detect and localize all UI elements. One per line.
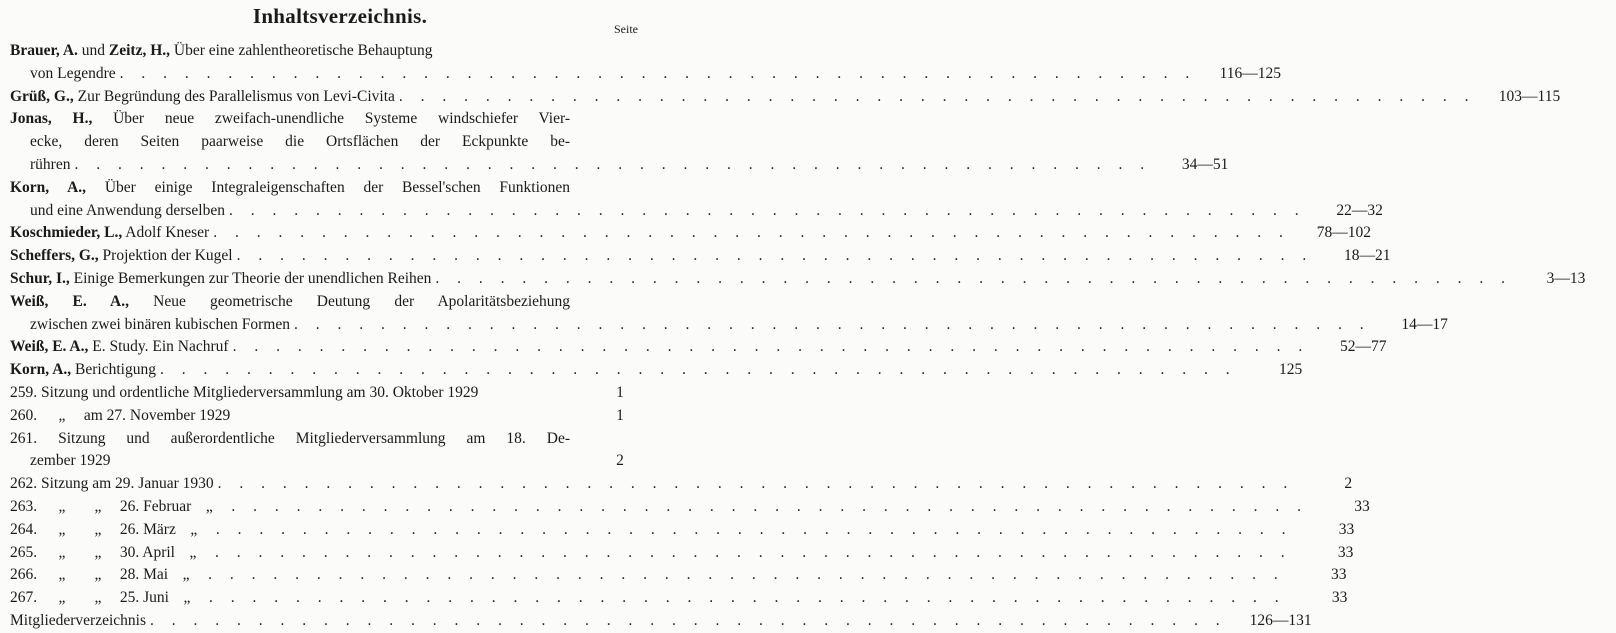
meeting-entry[interactable]	[10, 382, 670, 405]
ditto-mark: „	[94, 520, 102, 538]
ditto-mark: „	[58, 589, 66, 607]
entry-author: Weiß, E. A.,	[10, 338, 89, 356]
leader-dots: . . . . . . . . . . . . . . . . . . . . . . . . . . . . . . . . . . . . . . . . . . . . . . . . . .	[236, 247, 1314, 265]
entry-pages: 52—77	[1339, 338, 1387, 356]
entry-pages: 34—51	[1181, 155, 1229, 173]
entry-author: Koschmieder, L.,	[10, 224, 123, 242]
meeting-page: 33	[1337, 543, 1354, 561]
meeting-text: Sitzung am 29. Januar 1930	[41, 475, 214, 493]
ditto-mark: „	[189, 543, 197, 561]
meeting-number: 260.	[10, 406, 38, 424]
meeting-entry[interactable]	[10, 542, 1354, 565]
members-entry[interactable]	[10, 610, 1312, 633]
meeting-date: 30. April	[119, 543, 175, 561]
meeting-entry[interactable]	[10, 428, 670, 474]
meeting-page: 2	[616, 452, 624, 470]
toc-entry[interactable]	[10, 359, 1303, 382]
meeting-page: 33	[1331, 589, 1348, 607]
entry-author: Jonas, H.,	[10, 110, 93, 128]
entry-pages: 3—13	[1546, 269, 1586, 287]
leader-dots: . . . . . . . . . . . . . . . . . . . . . . . . . . . . . . . . . . . . . . . . . . . . . . . . . .	[229, 201, 1306, 219]
entry-pages: 22—32	[1336, 201, 1383, 219]
meeting-text: Sitzung und außerordentliche Mitgliederversammlung am 18. De-	[58, 429, 570, 447]
entry-author: Scheffers, G.,	[10, 247, 99, 265]
meeting-entry[interactable]	[10, 587, 1348, 610]
entry-pages: 78—102	[1316, 224, 1371, 242]
entry-title: Neue geometrische Deutung der Apolaritätsbeziehung	[153, 292, 571, 310]
entry-title-cont: von Legendre	[30, 64, 116, 82]
toc-entry[interactable]	[10, 222, 1371, 245]
entry-pages: 14—17	[1401, 315, 1448, 333]
meeting-page: 33	[1338, 520, 1355, 538]
leader-dots: . . . . . . . . . . . . . . . . . . . . . . . . . . . . . . . . . . . . . . . . . . . . . . . . . .	[231, 497, 1308, 515]
leader-dots: . . . . . . . . . . . . . . . . . . . . . . . . . . . . . . . . . . . . . . . . . . . . . . . . . .	[398, 87, 1476, 105]
ditto-mark: „	[94, 543, 102, 561]
ditto-mark: „	[94, 589, 102, 607]
page-title: Inhaltsverzeichnis.	[252, 4, 428, 28]
meeting-page: 1	[616, 383, 624, 401]
ditto-mark: „	[94, 566, 102, 584]
leader-dots: . . . . . . . . . . . . . . . . . . . . . . . . . . . . . . . . . . . . . . . . . . . . . . . . . .	[208, 566, 1285, 584]
ditto-mark: „	[205, 497, 213, 515]
meeting-number: 259.	[10, 383, 38, 401]
ditto-mark: „	[94, 497, 102, 515]
toc-entry[interactable]	[10, 336, 1387, 359]
members-label: Mitgliederverzeichnis	[10, 611, 147, 629]
entry-title: Einige Bemerkungen zur Theorie der unendlichen Reihen	[73, 269, 432, 287]
entry-author: Korn, A.,	[10, 361, 72, 379]
toc-entry[interactable]	[10, 291, 1448, 337]
meeting-entry[interactable]	[10, 473, 1353, 496]
meeting-text: am 27. November 1929	[83, 406, 231, 424]
ditto-mark: „	[58, 520, 66, 538]
leader-dots: . . . . . . . . . . . . . . . . . . . . . . . . . . . . . . . . . . . . . . . . . . . . . . . . . .	[213, 224, 1290, 242]
leader-dots: . . . . . . . . . . . . . . . . . . . . . . . . . . . . . . . . . . . . . . . . . . . . . . . . . .	[150, 611, 1227, 629]
entry-author: Zeitz, H.,	[108, 42, 171, 59]
meeting-number: 262.	[10, 475, 38, 493]
meeting-text-cont: zember 1929	[30, 452, 111, 470]
meeting-date: 28. Mai	[119, 566, 169, 584]
meeting-entry[interactable]	[10, 496, 1370, 519]
entry-pages: 125	[1278, 361, 1303, 379]
leader-dots: . . . . . . . . . . . . . . . . . . . . . . . . . . . . . . . . . . . . . . . . . . . . . . . . . .	[232, 338, 1310, 356]
meeting-date: 26. März	[119, 520, 176, 538]
meeting-number: 261.	[10, 429, 38, 447]
leader-dots: . . . . . . . . . . . . . . . . . . . . . . . . . . . . . . . . . . . . . . . . . . . . . . . . . .	[435, 269, 1513, 287]
meeting-entry[interactable]	[10, 564, 1347, 587]
entry-title: Über einige Integraleigenschaften der Bessel'schen Funktionen	[104, 178, 571, 196]
meeting-text: Sitzung und ordentliche Mitgliederversammlung am 30. Oktober 1929	[41, 383, 479, 401]
meeting-page: 2	[1344, 475, 1353, 493]
meeting-date: 25. Juni	[119, 589, 169, 607]
entry-title: E. Study. Ein Nachruf	[92, 338, 229, 356]
toc-entry[interactable]	[10, 108, 1229, 176]
entry-title: Berichtigung	[75, 361, 156, 379]
ditto-mark: „	[58, 566, 66, 584]
meeting-page: 33	[1354, 497, 1370, 515]
entry-title-cont: rühren	[30, 155, 71, 173]
entry-author: Weiß, E. A.,	[10, 292, 129, 310]
entry-pages: 103—115	[1498, 87, 1561, 105]
toc-entry[interactable]: Brauer, A. und Zeitz, H., Über eine zahlentheoretische Behauptung von Legendre . . . . . . . . . . . . . . . . . . . . . . . . . . . . . . . . . . . . . . . . . . . . . . . . . . 116—125	[10, 40, 670, 86]
ditto-mark: „	[190, 520, 198, 538]
table-of-contents	[10, 40, 1586, 633]
leader-dots: . . . . . . . . . . . . . . . . . . . . . . . . . . . . . . . . . . . . . . . . . . . . . . . . . .	[217, 475, 1295, 493]
entry-title-cont: zwischen zwei binären kubischen Formen	[30, 315, 290, 333]
entry-title: Projektion der Kugel	[102, 247, 233, 265]
entry-title: Über neue zweifach-unendliche Systeme windschiefer Vier-	[113, 110, 570, 128]
meeting-number: 264.	[10, 520, 38, 538]
entry-pages: 116—125	[1219, 64, 1281, 82]
toc-entry[interactable]	[10, 177, 1383, 223]
meeting-page: 1	[616, 406, 624, 424]
leader-dots: . . . . . . . . . . . . . . . . . . . . . . . . . . . . . . . . . . . . . . . . . . . . . . . . . .	[293, 315, 1371, 333]
meeting-number: 266.	[10, 566, 38, 584]
meeting-number: 265.	[10, 543, 38, 561]
leader-dots: . . . . . . . . . . . . . . . . . . . . . . . . . . . . . . . . . . . . . . . . . . . . . . . . . .	[208, 589, 1286, 607]
entry-author: Korn, A.,	[10, 178, 87, 196]
entry-title: Zur Begründung des Parallelismus von Levi-Civita	[77, 87, 395, 105]
entry-author: Brauer, A.	[10, 42, 78, 59]
leader-dots: . . . . . . . . . . . . . . . . . . . . . . . . . . . . . . . . . . . . . . . . . . . . . . . . . .	[159, 361, 1237, 379]
entry-author: Grüß, G.,	[10, 87, 74, 105]
members-pages: 126—131	[1249, 611, 1312, 629]
leader-dots: . . . . . . . . . . . . . . . . . . . . . . . . . . . . . . . . . . . . . . . . . . . . . . . . . .	[215, 520, 1293, 538]
toc-entry[interactable]	[10, 86, 1561, 109]
ditto-mark: „	[58, 543, 66, 561]
entry-pages: 18—21	[1343, 247, 1391, 265]
toc-entry[interactable]	[10, 268, 1586, 291]
leader-dots: . . . . . . . . . . . . . . . . . . . . . . . . . . . . . . . . . . . . . . . . . . . . . . . . . .	[119, 64, 1197, 82]
meeting-entry[interactable]	[10, 519, 1355, 542]
meeting-number: 267.	[10, 589, 38, 607]
entry-author: Schur, I.,	[10, 269, 70, 287]
entry-title: Über eine zahlentheoretische Behauptung	[173, 42, 433, 59]
ditto-mark: „	[183, 589, 191, 607]
leader-dots: . . . . . . . . . . . . . . . . . . . . . . . . . . . . . . . . . . . . . . . . . . . . . . . . . .	[215, 543, 1292, 561]
toc-entry[interactable]	[10, 245, 1391, 268]
meeting-number: 263.	[10, 497, 38, 515]
entry-title: Adolf Kneser	[125, 224, 210, 242]
ditto-mark: „	[58, 406, 66, 424]
page-column-header: Seite	[614, 22, 638, 36]
ditto-mark: „	[58, 497, 66, 515]
leader-dots: . . . . . . . . . . . . . . . . . . . . . . . . . . . . . . . . . . . . . . . . . . . . . . . . . .	[74, 155, 1152, 173]
meeting-date: 26. Februar	[119, 497, 192, 515]
entry-title-cont: ecke, deren Seiten paarweise die Ortsflächen der Eckpunkte be-	[30, 133, 570, 151]
ditto-mark: „	[182, 566, 190, 584]
entry-title-cont: und eine Anwendung derselben	[30, 201, 225, 219]
meeting-page: 33	[1330, 566, 1347, 584]
meeting-entry[interactable]	[10, 405, 670, 428]
